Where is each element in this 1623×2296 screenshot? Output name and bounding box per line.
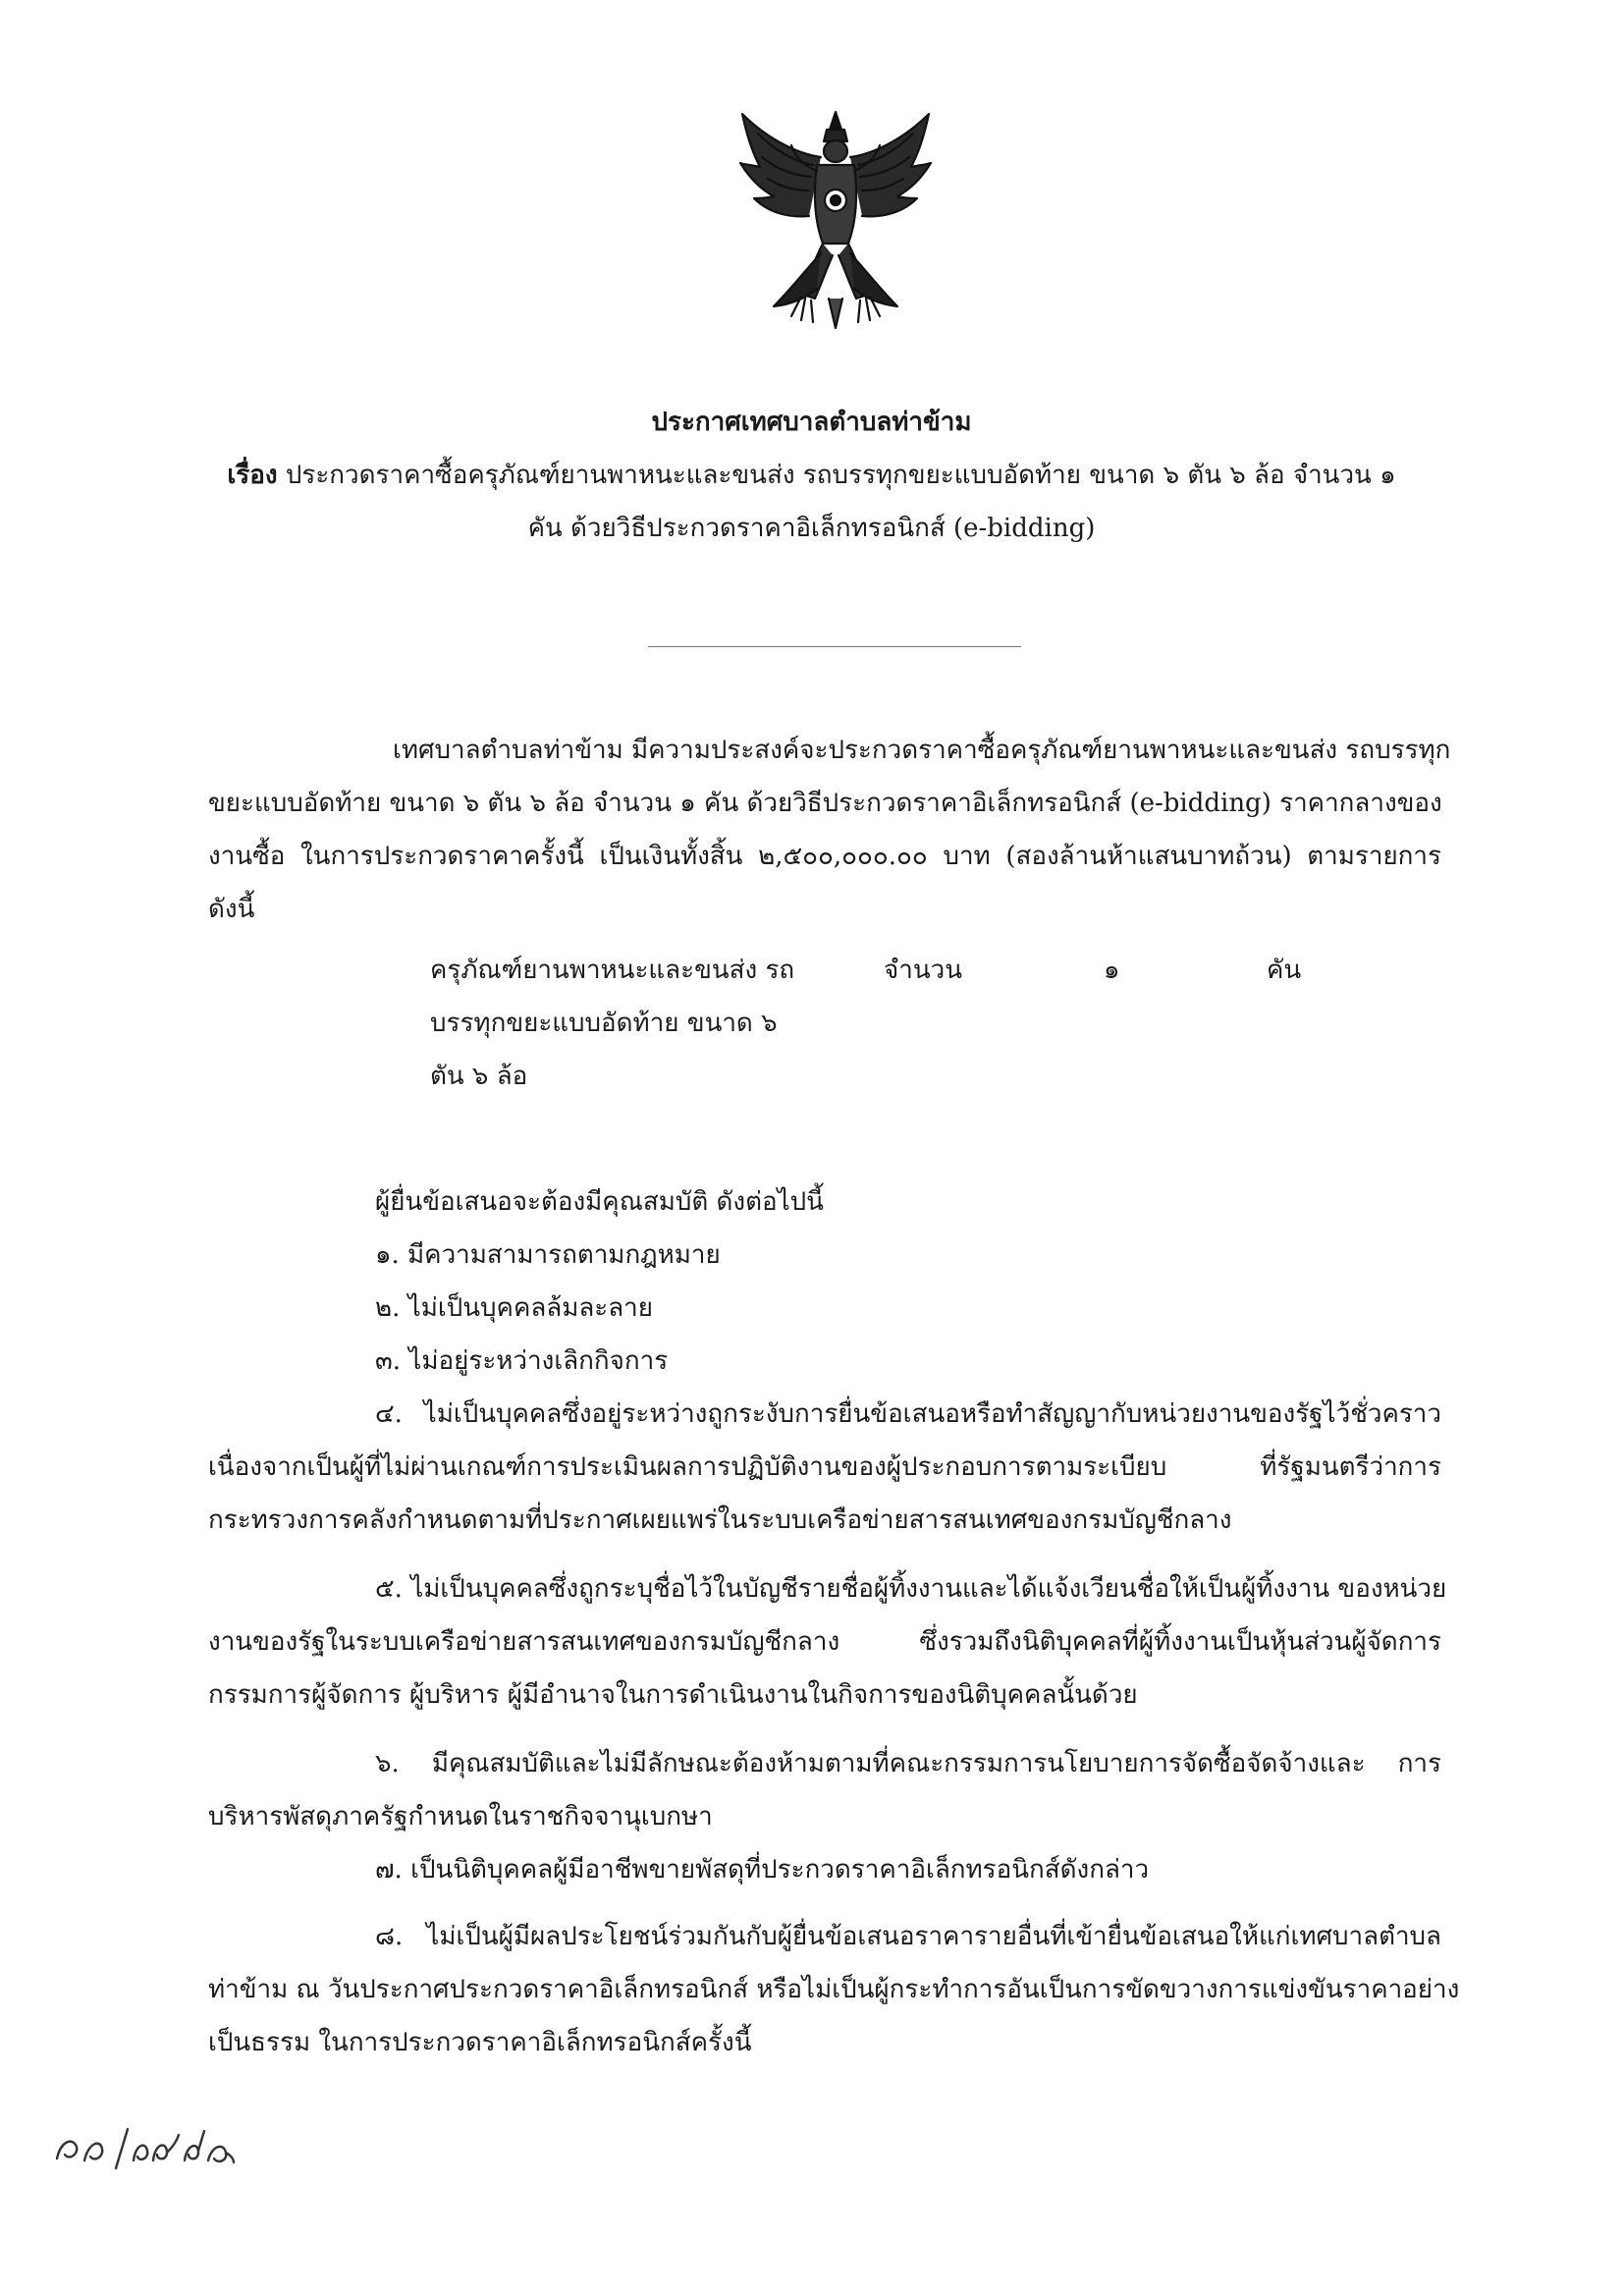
subject-line: [0, 456, 1623, 495]
item-name-line-3: ตัน ๖ ล้อ: [430, 1062, 528, 1091]
item-name-line-2: บรรทุกขยะแบบอัดท้าย ขนาด ๖: [430, 1009, 778, 1038]
qualification-3: ๓. ไม่อยู่ระหว่างเลิกกิจการ: [375, 1346, 669, 1376]
qualification-8-line-3: เป็นธรรม ในการประกวดราคาอิเล็กทรอนิกส์ครั้งนี้: [208, 2028, 752, 2057]
page-title: ประกาศเทศบาลตำบลท่าข้าม: [651, 408, 972, 437]
qualification-7: ๗. เป็นนิติบุคคลผู้มีอาชีพขายพัสดุที่ประกวดราคาอิเล็กทรอนิกส์ดังกล่าว: [375, 1855, 1150, 1885]
handwritten-page-mark: [51, 2111, 238, 2180]
qualification-8-line-2: ท่าข้าม ณ วันประกาศประกวดราคาอิเล็กทรอนิกส์ หรือไม่เป็นผู้กระทำการอันเป็นการขัดขวางการแข่งขันราคาอย่าง: [208, 1975, 1460, 2004]
item-name-line-1: ครุภัณฑ์ยานพาหนะและขนส่ง รถ: [430, 956, 795, 985]
qualification-4-line-3: กระทรวงการคลังกำหนดตามที่ประกาศเผยแพร่ในระบบเครือข่ายสารสนเทศของกรมบัญชีกลาง: [208, 1505, 1232, 1535]
qualification-4-line-1: ๔. ไม่เป็นบุคคลซึ่งอยู่ระหว่างถูกระงับการยื่นข้อเสนอหรือทำสัญญากับหน่วยงานของรัฐไว้ชั่วคราว: [375, 1399, 1441, 1429]
qualifications-heading: ผู้ยื่นข้อเสนอจะต้องมีคุณสมบัติ ดังต่อไปนี้: [375, 1187, 824, 1217]
qualification-2: ๒. ไม่เป็นบุคคลล้มละลาย: [375, 1293, 654, 1323]
item-qty: ๑: [1104, 956, 1120, 985]
qualification-5-line-2: งานของรัฐในระบบเครือข่ายสารสนเทศของกรมบัญชีกลาง ซึ่งรวมถึงนิติบุคคลที่ผู้ทิ้งงานเป็นหุ้นส่วนผู้จัดการ: [208, 1627, 1441, 1657]
intro-line-1: เทศบาลตำบลท่าข้าม มีความประสงค์จะประกวดราคาซื้อครุภัณฑ์ยานพาหนะและขนส่ง รถบรรทุก: [393, 736, 1451, 765]
qualification-8-line-1: ๘. ไม่เป็นผู้มีผลประโยชน์ร่วมกันกับผู้ยื่นข้อเสนอราคารายอื่นที่เข้ายื่นข้อเสนอให้แก่เทศบาลตำบล: [375, 1922, 1441, 1951]
item-unit: คัน: [1267, 956, 1302, 985]
intro-line-3: งานซื้อ ในการประกวดราคาครั้งนี้ เป็นเงินทั้งสิ้น ๒,๕๐๐,๐๐๐.๐๐ บาท (สองล้านห้าแสนบาทถ้วน) ตามรายการ: [208, 842, 1441, 871]
subject-label: เรื่อง: [227, 461, 278, 490]
intro-line-4: ดังนี้: [208, 895, 255, 924]
qualification-4-line-2: เนื่องจากเป็นผู้ที่ไม่ผ่านเกณฑ์การประเมินผลการปฏิบัติงานของผู้ประกอบการตามระเบียบ ที่รัฐมนตรีว่าการ: [208, 1452, 1441, 1482]
qualification-6-line-1: ๖. มีคุณสมบัติและไม่มีลักษณะต้องห้ามตามที่คณะกรรมการนโยบายการจัดซื้อจัดจ้างและ การ: [375, 1749, 1441, 1778]
qualification-6-line-2: บริหารพัสดุภาครัฐกำหนดในราชกิจจานุเบกษา: [208, 1802, 713, 1831]
title-divider: [648, 646, 1021, 647]
item-qty-label: จำนวน: [884, 956, 962, 985]
qualification-5-line-3: กรรมการผู้จัดการ ผู้บริหาร ผู้มีอำนาจในการดำเนินงานในกิจการของนิติบุคคลนั้นด้วย: [208, 1680, 1138, 1710]
qualification-5-line-1: ๕. ไม่เป็นบุคคลซึ่งถูกระบุชื่อไว้ในบัญชีรายชื่อผู้ทิ้งงานและได้แจ้งเวียนชื่อให้เป็นผู้ทิ้งงาน ของหน่วย: [375, 1574, 1447, 1604]
intro-line-2: ขยะแบบอัดท้าย ขนาด ๖ ตัน ๖ ล้อ จำนวน ๑ คัน ด้วยวิธีประกวดราคาอิเล็กทรอนิกส์ (e-bidding) ราคากลางของ: [208, 789, 1442, 818]
subject-text-line2: คัน ด้วยวิธีประกวดราคาอิเล็กทรอนิกส์ (e-bidding): [527, 514, 1096, 543]
garuda-emblem: [734, 106, 937, 334]
subject-text-line1: ประกวดราคาซื้อครุภัณฑ์ยานพาหนะและขนส่ง รถบรรทุกขยะแบบอัดท้าย ขนาด ๖ ตัน ๖ ล้อ จำนวน ๑: [285, 461, 1396, 490]
qualification-1: ๑. มีความสามารถตามกฎหมาย: [375, 1240, 721, 1270]
